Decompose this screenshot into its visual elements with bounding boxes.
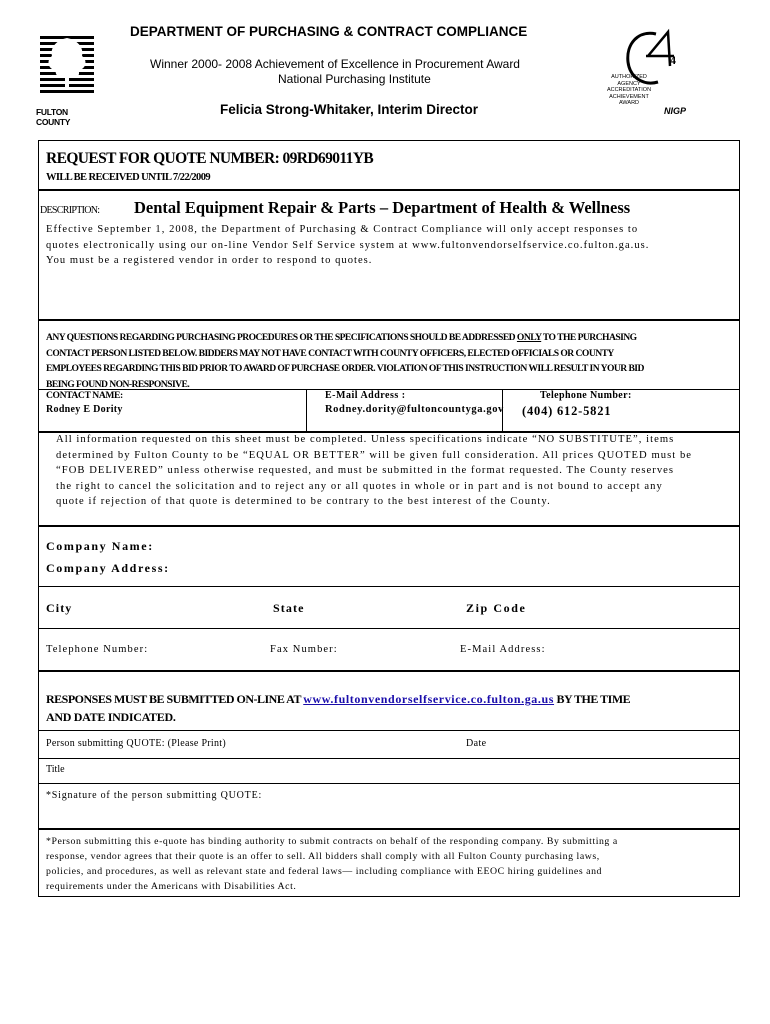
intro-paragraph: Effective September 1, 2008, the Department of Purchasing & Contract Compliance will only accept responses to quotes electronically using our on-line Vendor Self Service system at www.fultonvendorselfservice.co.fulton.ga.us. You must be a registered vendor in order to respond to quotes. <box>46 224 650 266</box>
contact-email-label: E-Mail Address : <box>325 390 406 401</box>
contact-phone-label: Telephone Number: <box>540 390 632 401</box>
director-line: Felicia Strong-Whitaker, Interim Director <box>220 102 479 117</box>
received-deadline: WILL BE RECEIVED UNTIL 7/22/2009 <box>46 172 211 183</box>
responses-rule-1 <box>38 730 740 731</box>
date-label: Date <box>466 738 487 749</box>
company-address-rule <box>38 586 740 587</box>
company-name-label: Company Name: <box>46 539 154 553</box>
fax-label: Fax Number: <box>270 644 338 655</box>
signature-label: *Signature of the person submitting QUOTE: <box>46 790 263 801</box>
info-paragraph: All information requested on this sheet must be completed. Unless specifications indicate “NO SUBSTITUTE”, items determined by Fulton County to be “EQUAL OR BETTER” will be given full consideration. All prices QUOTED must be “FOB DELIVERED” unless otherwise requested, and must be submitted in the format requested. The County reserves the right to cancel the solicitation and to reject any or all quotes in whole or in part and is not bound to accept any quote if rejection of that quote is determined to be contrary to the best interest of the County. <box>56 434 693 508</box>
company-address-label: Company Address: <box>46 561 170 575</box>
responses-rule-3 <box>38 783 740 784</box>
accreditation-logo <box>598 26 698 121</box>
responses-rule-2 <box>38 758 740 759</box>
disclaimer-paragraph: *Person submitting this e-quote has binding authority to submit contracts on behalf of the responding company. By submitting a response, vendor agrees that their quote is an offer to sell. All bidders shall comply with all Fulton County purchasing laws, policies, and procedures, as well as relevant state and federal laws— including compliance with EEOC hiring guidelines and requirements under the Americans with Disabilities Act. <box>46 836 618 892</box>
person-submitting-label: Person submitting QUOTE: (Please Print) <box>46 738 227 749</box>
contact-name: Rodney E Dority <box>46 404 123 415</box>
contact-name-label: CONTACT NAME: <box>46 390 123 401</box>
contact-email-link[interactable]: Rodney.dority@fultoncountyga.gov <box>325 404 504 415</box>
award-line: Winner 2000- 2008 Achievement of Excellence in Procurement Award <box>150 57 520 71</box>
company-phone-label: Telephone Number: <box>46 644 149 655</box>
svg-text:4: 4 <box>670 53 676 67</box>
description-text: Dental Equipment Repair & Parts – Department of Health & Wellness <box>134 198 631 217</box>
city-label: City <box>46 601 73 615</box>
accreditation-caption: AUTHORIZED AGENCY ACCREDITATION ACHIEVEMENT AWARD <box>606 74 652 106</box>
fulton-county-tree-icon <box>36 30 98 100</box>
state-label: State <box>273 601 305 615</box>
responses-line: RESPONSES MUST BE SUBMITTED ON-LINE AT www.fultonvendorselfservice.co.fulton.ga.us BY THE TIME <box>46 692 631 706</box>
city-rule <box>38 628 740 629</box>
title-label: Title <box>46 764 65 775</box>
department-title: DEPARTMENT OF PURCHASING & CONTRACT COMPLIANCE <box>130 24 528 39</box>
contact-phone: (404) 612-5821 <box>522 404 612 418</box>
fulton-county-logo <box>36 30 98 127</box>
nigp-logo-text: NIGP <box>664 106 687 116</box>
responses-line-2: AND DATE INDICATED. <box>46 710 176 724</box>
vendor-service-link[interactable]: www.fultonvendorselfservice.co.fulton.ga.us <box>303 692 555 706</box>
institute-line: National Purchasing Institute <box>278 72 431 86</box>
questions-paragraph: ANY QUESTIONS REGARDING PURCHASING PROCEDURES OR THE SPECIFICATIONS SHOULD BE ADDRESSED ONLY TO THE PURCHASING CONTACT PERSON LISTED BELOW. BIDDERS MAY NOT HAVE CONTACT WITH COUNTY OFFICERS, ELECTED OFFICIALS OR COUNTY EMPLOYEES REGARDING THIS BID PRIOR TO AWARD OF PURCHASE ORDER. VIOLATION OF THIS INSTRUCTION WILL RESULT IN YOUR BID BEING FOUND NON-RESPONSIVE. <box>46 332 644 390</box>
description-label: DESCRIPTION: <box>40 205 100 216</box>
company-email-label: E-Mail Address: <box>460 644 546 655</box>
quote-title: REQUEST FOR QUOTE NUMBER: 09RD69011YB <box>46 150 374 167</box>
fulton-county-logo-text: FULTON COUNTY <box>36 107 71 127</box>
zip-label: Zip Code <box>466 601 527 615</box>
contact-divider-1 <box>306 389 307 432</box>
